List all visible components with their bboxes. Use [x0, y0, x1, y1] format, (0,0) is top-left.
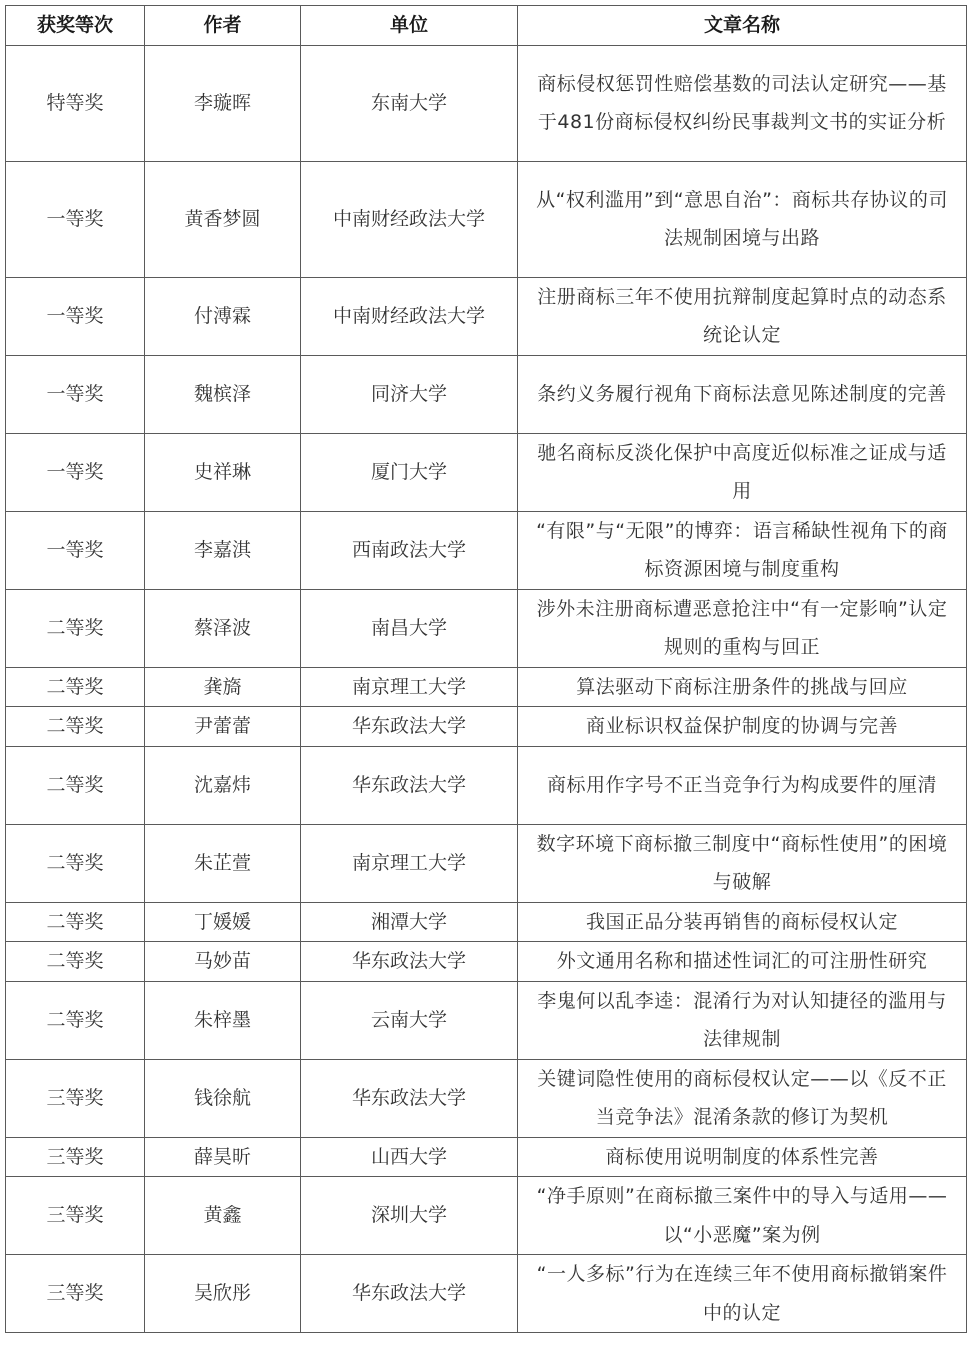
- author-cell: 丁媛媛: [145, 902, 301, 942]
- rank-cell: 一等奖: [6, 161, 145, 277]
- rank-cell: 二等奖: [6, 981, 145, 1059]
- unit-cell: 华东政法大学: [301, 746, 518, 824]
- title-cell: 外文通用名称和描述性词汇的可注册性研究: [518, 942, 967, 982]
- title-cell: “净手原则”在商标撤三案件中的导入与适用——以“小恶魔”案为例: [518, 1177, 967, 1255]
- author-cell: 黄鑫: [145, 1177, 301, 1255]
- rank-cell: 一等奖: [6, 355, 145, 433]
- title-cell: 驰名商标反淡化保护中高度近似标准之证成与适用: [518, 433, 967, 511]
- author-cell: 魏槟泽: [145, 355, 301, 433]
- unit-cell: 中南财经政法大学: [301, 161, 518, 277]
- unit-cell: 同济大学: [301, 355, 518, 433]
- author-cell: 黄香梦圆: [145, 161, 301, 277]
- unit-cell: 南京理工大学: [301, 824, 518, 902]
- author-cell: 尹蕾蕾: [145, 707, 301, 747]
- header-unit: 单位: [301, 6, 518, 46]
- title-cell: 数字环境下商标撤三制度中“商标性使用”的困境与破解: [518, 824, 967, 902]
- awards-table: [5, 5, 967, 1333]
- unit-cell: 南京理工大学: [301, 667, 518, 707]
- table-header-row: [6, 6, 967, 46]
- table-row: [6, 1059, 967, 1137]
- table-row: [6, 1177, 967, 1255]
- table-row: [6, 277, 967, 355]
- table-row: [6, 981, 967, 1059]
- author-cell: 蔡泽波: [145, 589, 301, 667]
- author-cell: 吴欣彤: [145, 1255, 301, 1333]
- author-cell: 薛昊昕: [145, 1137, 301, 1177]
- table-row: [6, 902, 967, 942]
- unit-cell: 云南大学: [301, 981, 518, 1059]
- author-cell: 钱徐航: [145, 1059, 301, 1137]
- unit-cell: 华东政法大学: [301, 707, 518, 747]
- author-cell: 朱梓墨: [145, 981, 301, 1059]
- title-cell: 商标侵权惩罚性赔偿基数的司法认定研究——基于481份商标侵权纠纷民事裁判文书的实证分析: [518, 45, 967, 161]
- title-cell: 算法驱动下商标注册条件的挑战与回应: [518, 667, 967, 707]
- title-cell: 条约义务履行视角下商标法意见陈述制度的完善: [518, 355, 967, 433]
- rank-cell: 一等奖: [6, 277, 145, 355]
- title-cell: 注册商标三年不使用抗辩制度起算时点的动态系统论认定: [518, 277, 967, 355]
- unit-cell: 中南财经政法大学: [301, 277, 518, 355]
- unit-cell: 厦门大学: [301, 433, 518, 511]
- unit-cell: 湘潭大学: [301, 902, 518, 942]
- author-cell: 付溥霖: [145, 277, 301, 355]
- unit-cell: 深圳大学: [301, 1177, 518, 1255]
- unit-cell: 东南大学: [301, 45, 518, 161]
- rank-cell: 二等奖: [6, 902, 145, 942]
- author-cell: 李嘉淇: [145, 511, 301, 589]
- unit-cell: 西南政法大学: [301, 511, 518, 589]
- rank-cell: 二等奖: [6, 824, 145, 902]
- table-row: [6, 942, 967, 982]
- rank-cell: 三等奖: [6, 1255, 145, 1333]
- unit-cell: 华东政法大学: [301, 1059, 518, 1137]
- rank-cell: 二等奖: [6, 746, 145, 824]
- table-row: [6, 1137, 967, 1177]
- rank-cell: 三等奖: [6, 1059, 145, 1137]
- title-cell: 我国正品分装再销售的商标侵权认定: [518, 902, 967, 942]
- table-row: [6, 746, 967, 824]
- title-cell: 涉外未注册商标遭恶意抢注中“有一定影响”认定规则的重构与回正: [518, 589, 967, 667]
- title-cell: “一人多标”行为在连续三年不使用商标撤销案件中的认定: [518, 1255, 967, 1333]
- rank-cell: 二等奖: [6, 667, 145, 707]
- rank-cell: 三等奖: [6, 1177, 145, 1255]
- header-author: 作者: [145, 6, 301, 46]
- table-row: [6, 707, 967, 747]
- rank-cell: 特等奖: [6, 45, 145, 161]
- rank-cell: 一等奖: [6, 433, 145, 511]
- author-cell: 沈嘉炜: [145, 746, 301, 824]
- title-cell: 李鬼何以乱李逵：混淆行为对认知捷径的滥用与法律规制: [518, 981, 967, 1059]
- table-row: [6, 1255, 967, 1333]
- header-rank: 获奖等次: [6, 6, 145, 46]
- author-cell: 马妙苗: [145, 942, 301, 982]
- table-row: [6, 824, 967, 902]
- title-cell: 从“权利滥用”到“意思自治”：商标共存协议的司法规制困境与出路: [518, 161, 967, 277]
- title-cell: “有限”与“无限”的博弈：语言稀缺性视角下的商标资源困境与制度重构: [518, 511, 967, 589]
- unit-cell: 山西大学: [301, 1137, 518, 1177]
- table-row: [6, 589, 967, 667]
- title-cell: 商标用作字号不正当竞争行为构成要件的厘清: [518, 746, 967, 824]
- author-cell: 朱芷萱: [145, 824, 301, 902]
- author-cell: 史祥琳: [145, 433, 301, 511]
- table-row: [6, 161, 967, 277]
- title-cell: 商业标识权益保护制度的协调与完善: [518, 707, 967, 747]
- rank-cell: 一等奖: [6, 511, 145, 589]
- table-row: [6, 433, 967, 511]
- rank-cell: 二等奖: [6, 942, 145, 982]
- unit-cell: 华东政法大学: [301, 1255, 518, 1333]
- header-title: 文章名称: [518, 6, 967, 46]
- rank-cell: 二等奖: [6, 707, 145, 747]
- unit-cell: 南昌大学: [301, 589, 518, 667]
- unit-cell: 华东政法大学: [301, 942, 518, 982]
- title-cell: 商标使用说明制度的体系性完善: [518, 1137, 967, 1177]
- author-cell: 李璇晖: [145, 45, 301, 161]
- table-row: [6, 45, 967, 161]
- author-cell: 龚旖: [145, 667, 301, 707]
- table-row: [6, 667, 967, 707]
- rank-cell: 二等奖: [6, 589, 145, 667]
- rank-cell: 三等奖: [6, 1137, 145, 1177]
- title-cell: 关键词隐性使用的商标侵权认定——以《反不正当竞争法》混淆条款的修订为契机: [518, 1059, 967, 1137]
- table-row: [6, 511, 967, 589]
- table-row: [6, 355, 967, 433]
